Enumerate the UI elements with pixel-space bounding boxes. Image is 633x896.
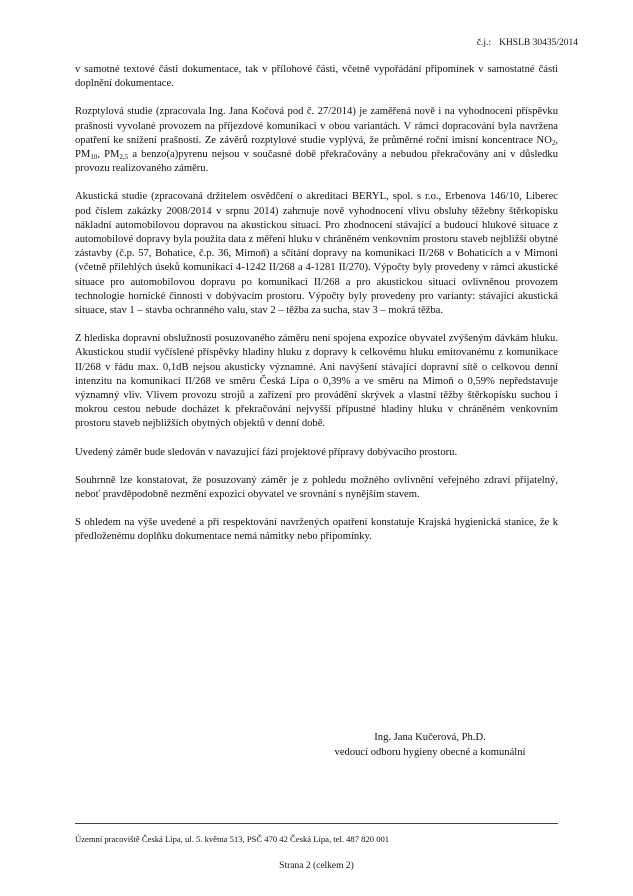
paragraph-summary: Souhrnně lze konstatovat, že posuzovaný záměr je z pohledu možného ovlivnění veřejného zdraví přijatelný, neboť pravděpodobně nezmění expozici obyvatel ve srovnání s nynějším stavem. <box>75 474 558 501</box>
reference-number <box>477 38 578 48</box>
paragraph-conclusion: S ohledem na výše uvedené a při respektování navržených opatření konstatuje Krajská hygienická stanice, že k předloženému doplňku dokumentace nemá námitky nebo připomínky. <box>75 517 558 543</box>
paragraph-monitoring: Uvedený záměr bude sledován v navazující fázi projektové přípravy dobývacího prostoru. <box>75 446 458 458</box>
dispersion-text-a: Rozptylová studie (zpracovala Ing. Jana Kočová pod č. 27/2014) je zaměřená nově i na vyhodnocení příspěvku prašnosti vyvolané provozem na příjezdové komunikaci v obou variantách. V rámci dopracování byla navržena opatření ke snížení prašnosti. Ze závěrů rozptylové studie vyplývá, že průměrné roční imisní koncentrace NO <box>75 106 558 146</box>
footer-divider <box>75 823 558 824</box>
page-number: Strana 2 (celkem 2) <box>279 861 354 871</box>
subscript-pm10: 10 <box>90 153 98 162</box>
footer-address: Územní pracoviště Česká Lípa, ul. 5. května 513, PSČ 470 42 Česká Lípa, tel. 487 820 001 <box>75 834 390 844</box>
paragraph-traffic-noise: Z hlediska dopravní obslužnosti posuzovaného záměru není spojena expozice obyvatel zvýšeným dávkám hluku. Akustickou studií vyčíslené příspěvky hladiny hluku z dopravy k celkovému hluku emitovanému z komunikace II/268 v řádu max. 0,1dB nejsou akusticky významné. Ani navýšení stávající dopravní sítě o celkovou denní intenzitu na komunikaci II/268 ve směru Česká Lípa o 0,39% a ve směru na Mimoň o 0,59% nepředstavuje významný vliv. Vlivem provozu strojů a zařízení pro provádění skrývek a vlastní těžby štěrkopísku suchou i mokrou cestou nebude docházet k překračování nejvyšší přípustné hladiny hluku v chráněném venkovním prostoru staveb nejbližších obytných objektů v denní době. <box>75 333 558 430</box>
signatory-name: Ing. Jana Kučerová, Ph.D. <box>374 732 486 743</box>
subscript-no2: 2 <box>551 138 556 147</box>
dispersion-text-b: , PM <box>75 134 558 161</box>
paragraph-dispersion-study <box>75 105 558 176</box>
subscript-pm25: 2,5 <box>119 153 129 162</box>
dispersion-text-c: , PM <box>97 149 120 161</box>
reference-value: KHSLB 30435/2014 <box>499 38 578 48</box>
paragraph-acoustic-study: Akustická studie (zpracovaná držitelem osvědčení o akreditaci BERYL, spol. s r.o., Erbenova 146/10, Liberec pod číslem zakázky 2008/2014 v srpnu 2014) zahrnuje nově vyhodnocení vlivu obsluhy těžebny štěrkopísku nákladní automobilovou dopravou na akustickou situaci. Pro zhodnocení stávající a budoucí hlukové situace z automobilové dopravy byla použita data z měření hluku v chráněném venkovním prostoru staveb nejbližší obytné zástavby (č.p. 57, Bohatice, č.p. 36, Mimoň) a sčítání dopravy na komunikaci II/268 v Bohaticích a v Mimoni (včetně přilehlých úseků komunikací 4-1242 II/268 a 4-1281 II/270). Výpočty byly provedeny v rámci akustické situace pro automobilovou dopravu po komunikaci II/268 a pro akustickou situaci ovlivněnou provozem technologie hornické činnosti v dobývacím prostoru. Výpočty byly provedeny pro varianty: stávající akustická situace, stav 1 – stavba ochranného valu, stav 2 – těžba za sucha, stav 3 – mokrá těžba. <box>75 191 558 317</box>
document-body <box>75 63 558 559</box>
paragraph-continuation: v samotné textové části dokumentace, tak v přílohové části, včetně vypořádání připomínek v samostatné části doplnění dokumentace. <box>75 64 558 90</box>
reference-label: č.j.: <box>476 38 492 48</box>
signature-block <box>300 730 560 760</box>
signatory-title: vedoucí odboru hygieny obecné a komunální <box>334 747 526 758</box>
dispersion-text-d: a benzo(a)pyrenu nejsou v současné době překračovány a nebudou překračovány ani v důsledku provozu realizovaného záměru. <box>75 149 559 175</box>
